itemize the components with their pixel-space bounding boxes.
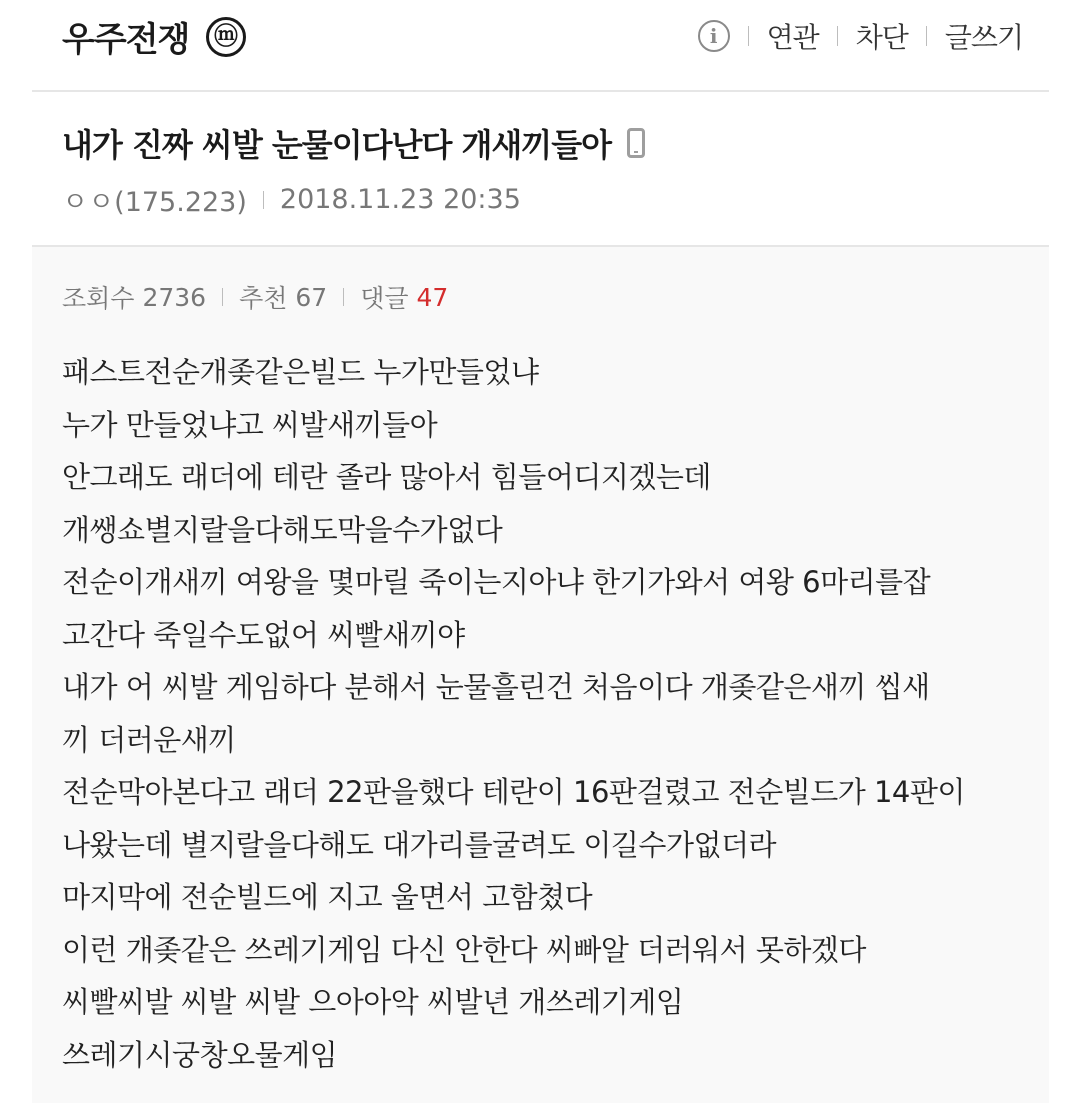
divider <box>926 26 927 46</box>
post-title: 내가 진짜 씨발 눈물이다난다 개새끼들아 <box>62 126 612 164</box>
write-button[interactable]: 글쓰기 <box>944 21 1023 54</box>
content-line: 고간다 죽일수도없어 씨빨새끼야 <box>62 617 465 652</box>
content-line: 개쌩쇼별지랄을다해도막을수가없다 <box>62 512 503 547</box>
content-line: 나왔는데 별지랄을다해도 대가리를굴려도 이길수가없더라 <box>62 827 777 862</box>
content-line: 쓰레기시궁창오물게임 <box>62 1037 338 1072</box>
content-line: 안그래도 래더에 테란 졸라 많아서 힘들어디지겠는데 <box>62 460 711 494</box>
divider <box>748 26 749 46</box>
content-line: 마지막에 전순빌드에 지고 울면서 고함쳤다 <box>62 880 593 914</box>
gallery-name[interactable]: 우주전쟁 <box>62 20 190 60</box>
content-line: 전순막아본다고 래더 22판을했다 테란이 16판걸렸고 전순빌드가 14판이 <box>62 775 965 809</box>
author[interactable]: ㅇㅇ(175.223) <box>62 187 247 218</box>
divider <box>263 191 264 209</box>
divider <box>222 288 223 306</box>
content-line: 내가 어 씨발 게임하다 분해서 눈물흘린건 처음이다 개좆같은새끼 씹새 <box>62 670 930 704</box>
divider <box>837 26 838 46</box>
post-datetime: 2018.11.23 20:35 <box>279 184 521 215</box>
top-actions <box>698 16 1023 56</box>
post-meta <box>62 180 521 219</box>
content-line: 끼 더러운새끼 <box>62 722 236 757</box>
content-line: 씨빨씨발 씨발 씨발 으아아악 씨발년 개쓰레기게임 <box>62 985 684 1019</box>
post-stats <box>62 279 448 315</box>
recommend-label: 추천 <box>239 284 288 313</box>
content-line: 누가 만들었냐고 씨발새끼들아 <box>62 407 438 442</box>
gallery-header <box>32 0 1049 92</box>
related-button[interactable]: 연관 <box>766 21 819 54</box>
content-line: 이런 개좆같은 쓰레기게임 다신 안한다 씨빠알 더러워서 못하겠다 <box>62 932 866 967</box>
mobile-phone-icon <box>627 128 645 158</box>
comments-count[interactable]: 47 <box>416 282 449 312</box>
comments-label[interactable]: 댓글 <box>360 284 409 313</box>
block-button[interactable]: 차단 <box>855 21 908 54</box>
recommend-count: 67 <box>295 282 328 312</box>
content-line: 전순이개새끼 여왕을 몇마릴 죽이는지아냐 한기가와서 여왕 6마리를잡 <box>62 565 931 599</box>
info-icon[interactable]: i <box>698 20 730 52</box>
post-content <box>62 346 1032 1081</box>
divider <box>343 288 344 306</box>
minor-gallery-badge-icon: ⓜ <box>206 17 246 57</box>
views-count: 2736 <box>142 282 207 312</box>
post-title-row <box>62 120 645 166</box>
content-line: 패스트전순개좆같은빌드 누가만들었냐 <box>62 355 539 389</box>
views-label: 조회수 <box>62 284 135 313</box>
